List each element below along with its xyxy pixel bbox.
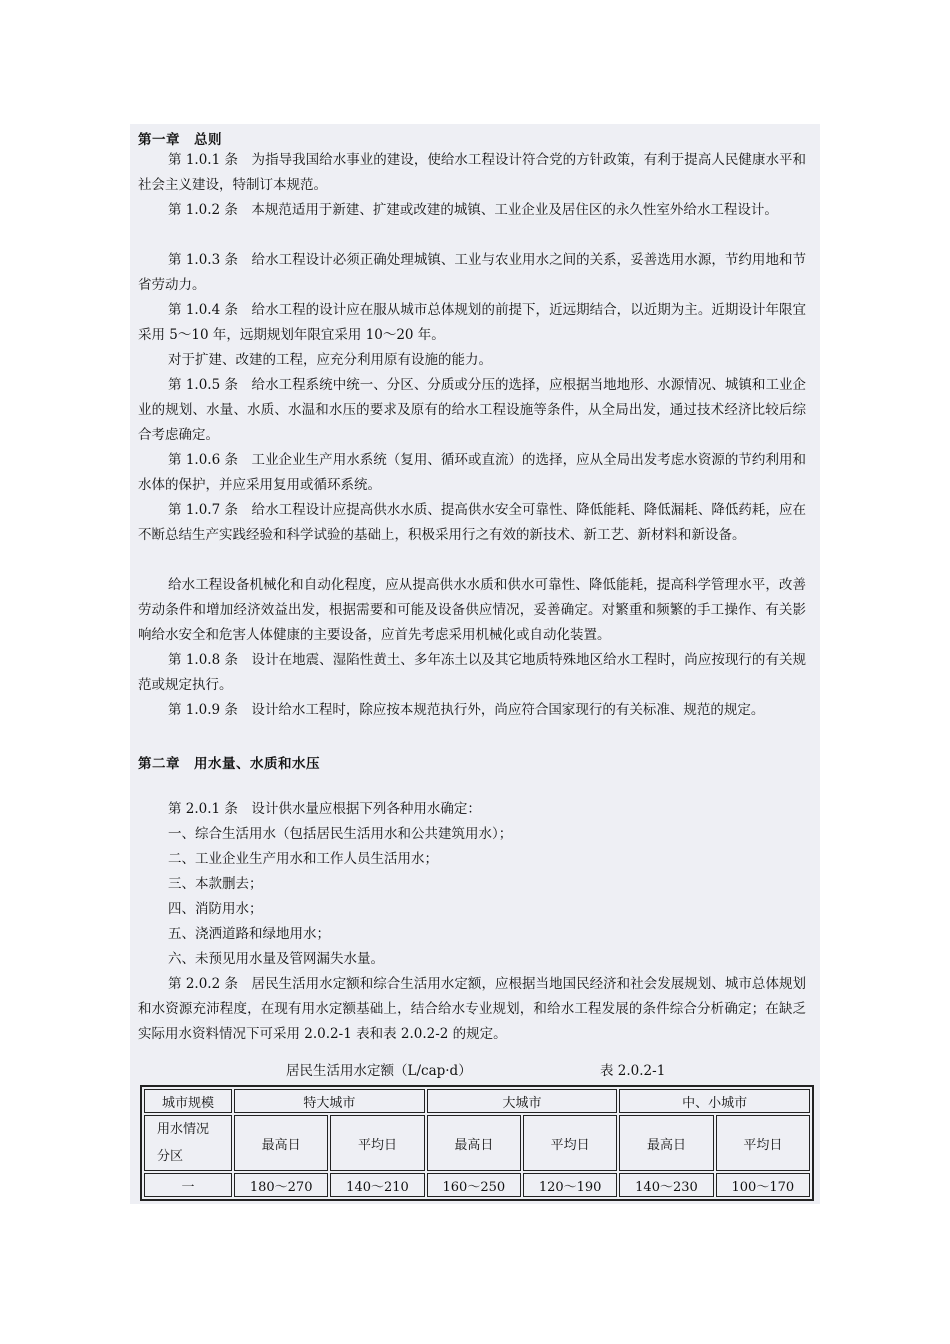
zone-cell: 一 [144,1173,232,1197]
document-page [130,124,820,1204]
diag-top-label: 用水情况 [157,1122,210,1137]
clause-2-0-1: 第 2.0.1 条 设计供水量应根据下列各种用水确定： [168,801,481,817]
group-header: 特大城市 [234,1089,425,1113]
clause-1-0-7-note: 给水工程设备机械化和自动化程度，应从提高供水水质和供水可靠性、降低能耗，提高科学管理水平，改善劳动条件和增加经济效益出发，根据需要和可能及设备供应情况，妥善确定。对繁重和频繁的手工操作、有关影响给水安全和危害人体健康的主要设备，应首先考虑采用机械化或自动化装置。 [138,577,806,643]
value-cell: 120～190 [523,1173,617,1197]
value-cell: 180～270 [234,1173,328,1197]
clause-1-0-3: 第 1.0.3 条 给水工程设计必须正确处理城镇、工业与农业用水之间的关系，妥善选用水源，节约用地和节省劳动力。 [138,252,806,293]
clause-1-0-7: 第 1.0.7 条 给水工程设计应提高供水水质、提高供水安全可靠性、降低能耗、降低漏耗、降低药耗，应在不断总结生产实践经验和科学试验的基础上，积极采用行之有效的新技术、新工艺、新材料和新设备。 [138,502,806,543]
subheader-cell: 最高日 [619,1115,713,1171]
group-header: 大城市 [427,1089,618,1113]
list-item: 六、未预见用水量及管网漏失水量。 [168,951,384,967]
value-cell: 140～210 [330,1173,424,1197]
table-header-row [144,1089,810,1113]
subheader-cell: 平均日 [523,1115,617,1171]
diagonal-header-cell [144,1115,232,1171]
clause-1-0-5: 第 1.0.5 条 给水工程系统中统一、分区、分质或分压的选择，应根据当地地形、水源情况、城镇和工业企业的规划、水量、水质、水温和水压的要求及原有的给水工程设施等条件，从全局出发，通过技术经济比较后综合考虑确定。 [138,377,806,443]
group-header: 中、小城市 [619,1089,810,1113]
list-item: 三、本款删去； [168,876,263,892]
diag-bottom-label: 分区 [157,1149,184,1164]
city-scale-header: 城市规模 [144,1089,232,1113]
clause-1-0-6: 第 1.0.6 条 工业企业生产用水系统（复用、循环或直流）的选择，应从全局出发考虑水资源的节约利用和水体的保护，并应采用复用或循环系统。 [138,452,806,493]
chapter2-heading: 第二章 用水量、水质和水压 [138,756,320,772]
value-cell: 100～170 [716,1173,810,1197]
subheader-cell: 平均日 [330,1115,424,1171]
table-number: 表 2.0.2-1 [600,1063,666,1079]
subheader-cell: 最高日 [427,1115,521,1171]
clause-1-0-9: 第 1.0.9 条 设计给水工程时，除应按本规范执行外，尚应符合国家现行的有关标准、规范的规定。 [168,702,765,718]
table-caption: 居民生活用水定额（L/cap·d） [286,1063,472,1079]
clause-1-0-2: 第 1.0.2 条 本规范适用于新建、扩建或改建的城镇、工业企业及居住区的永久性室外给水工程设计。 [168,202,778,218]
water-quota-table [140,1085,814,1201]
list-item: 二、工业企业生产用水和工作人员生活用水； [168,851,438,867]
table-row [144,1173,810,1197]
clause-1-0-4-note: 对于扩建、改建的工程，应充分利用原有设施的能力。 [168,352,492,368]
chapter1-heading: 第一章 总则 [138,132,222,148]
clause-1-0-1: 第 1.0.1 条 为指导我国给水事业的建设，使给水工程设计符合党的方针政策，有利于提高人民健康水平和社会主义建设，特制订本规范。 [138,152,806,193]
clause-1-0-4: 第 1.0.4 条 给水工程的设计应在服从城市总体规划的前提下，近远期结合，以近期为主。近期设计年限宜采用 5～10 年，远期规划年限宜采用 10～20 年。 [138,302,806,343]
list-item: 一、综合生活用水（包括居民生活用水和公共建筑用水）； [168,826,513,842]
list-item: 五、浇洒道路和绿地用水； [168,926,330,942]
subheader-cell: 最高日 [234,1115,328,1171]
list-item: 四、消防用水； [168,901,263,917]
value-cell: 140～230 [619,1173,713,1197]
table-subheader-row [144,1115,810,1171]
clause-1-0-8: 第 1.0.8 条 设计在地震、湿陷性黄土、多年冻土以及其它地质特殊地区给水工程时，尚应按现行的有关规范或规定执行。 [138,652,806,693]
subheader-cell: 平均日 [716,1115,810,1171]
clause-2-0-2: 第 2.0.2 条 居民生活用水定额和综合生活用水定额，应根据当地国民经济和社会发展规划、城市总体规划和水资源充沛程度，在现有用水定额基础上，结合给水专业规划，和给水工程发展的条件综合分析确定；在缺乏实际用水资料情况下可采用 2.0.2-1 表和表 2.0.2-2 的规定。 [138,976,806,1042]
value-cell: 160～250 [427,1173,521,1197]
